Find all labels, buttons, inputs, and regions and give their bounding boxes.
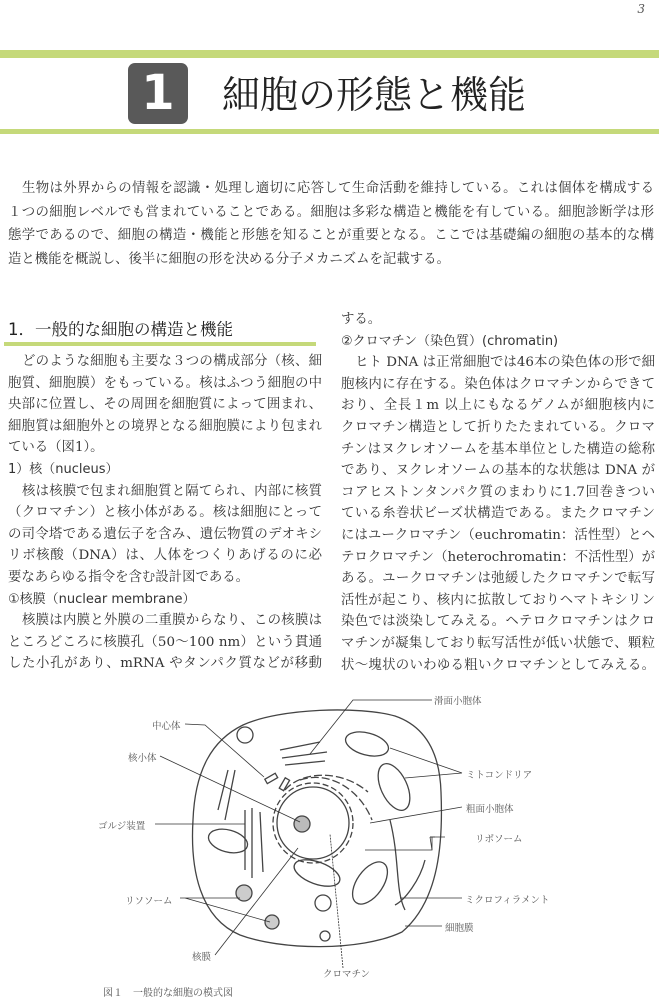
page-number: 3 — [637, 2, 645, 16]
chapter-title: 細胞の形態と機能 — [222, 73, 527, 117]
text-line: 央部に位置し、その周囲を細胞質によって囲まれ、 — [8, 397, 322, 413]
text-line: どのような細胞も主要な３つの構成部分（核、細 — [22, 354, 322, 369]
label-ribosome: リボソーム — [475, 834, 523, 845]
label-rough-er: 粗面小胞体 — [466, 804, 514, 815]
text-line: ある。ユークロマチンは弛緩したクロマチンで転写 — [341, 571, 655, 587]
section-heading: 1．一般的な細胞の構造と機能 — [8, 320, 233, 339]
text-line: する。 — [341, 312, 382, 327]
text-line: おり、全長１m 以上にもなるゲノムが細胞核内に — [341, 398, 655, 414]
label-nuclear-membrane: 核膜 — [192, 952, 212, 963]
text-line: 活性が起こり、核内に拡散しておりヘマトキシリン — [341, 592, 655, 608]
label-centrosome: 中心体 — [152, 721, 181, 732]
subheading: ②クロマチン（染色質）(chromatin) — [341, 333, 559, 349]
text-line: 胞核内に存在する。染色体はクロマチンからできて — [341, 376, 655, 392]
figure-caption: 図１ 一般的な細胞の模式図 — [103, 988, 233, 999]
mitochondrion — [343, 728, 391, 761]
text-line: の司令塔である遺伝子を含み、遺伝物質のデオキシ — [8, 526, 322, 542]
label-golgi: ゴルジ装置 — [98, 821, 146, 832]
text-line: （クロマチン）と核小体がある。核は細胞にとって — [8, 505, 322, 521]
text-line: １つの細胞レベルでも営まれていることである。細胞は多彩な構造と機能を有している。細胞診断学は形 — [8, 204, 654, 220]
text-line: 要なあらゆる指令を含む設計図である。 — [8, 569, 250, 585]
label-chromatin: クロマチン — [323, 969, 371, 980]
text-line: 染色では淡染してみえる。ヘテロクロマチンはクロ — [341, 614, 655, 630]
label-nucleolus: 核小体 — [128, 753, 157, 764]
nucleus — [277, 787, 349, 859]
text-line: チンはヌクレオソームを基本単位とした構造の総称 — [341, 441, 655, 457]
label-lysosome: リソソーム — [125, 896, 173, 907]
subheading: ①核膜（nuclear membrane） — [8, 591, 196, 607]
label-smooth-er: 滑面小胞体 — [434, 696, 482, 707]
subheading: 1）核（nucleus） — [8, 461, 119, 477]
text-line: ところどころに核膜孔（50～100 nm）という貫通 — [8, 634, 322, 650]
text-line: クロマチン構造として折りたたまれている。クロマ — [341, 419, 655, 435]
text-line: した小孔があり、mRNA やタンパク質などが移動 — [8, 656, 322, 672]
text-line: リボ核酸（DNA）は、人体をつくりあげるのに必 — [8, 548, 322, 564]
text-line: 造と機能を概説し、後半に細胞の形を決める分子メカニズムを記載する。 — [8, 251, 450, 267]
text-line: ている（図1）。 — [8, 440, 104, 456]
chapter-number-badge: 1 — [128, 63, 188, 124]
text-line: 胞質、細胞膜）をもっている。核はふつう細胞の中 — [8, 375, 322, 391]
label-cell-membrane: 細胞膜 — [445, 923, 474, 934]
text-line: 核膜は内膜と外膜の二重膜からなり、この核膜は — [22, 613, 322, 629]
text-line: 態学であるので、細胞の構造・機能と形態を知ることが重要となる。ここでは基礎編の細胞の基本的な構 — [8, 228, 654, 243]
leader-lines — [155, 700, 462, 968]
text-line: ヒト DNA は正常細胞では46本の染色体の形で細 — [355, 355, 655, 371]
text-line: であり、ヌクレオソームの基本的な状態は DNA が — [341, 463, 655, 479]
text-line: にはユークロマチン（euchromatin：活性型）とヘ — [341, 527, 655, 543]
nucleolus — [294, 816, 310, 832]
text-line: マチンが凝集しており転写活性が低い状態で、顆粒 — [341, 635, 655, 651]
label-mitochondria: ミトコンドリア — [466, 770, 533, 781]
text-line: テロクロマチン（heterochromatin：不活性型）が — [341, 549, 656, 565]
text-line: 状～塊状のいわゆる粗いクロマチンとしてみえる。 — [341, 657, 655, 673]
text-line: 核は核膜で包まれ細胞質と隔てられ、内部に核質 — [22, 483, 322, 499]
text-line: コアヒストンタンパク質のまわりに1.7回巻きつい — [341, 484, 655, 500]
text-line: 細胞質は細胞外との境界となる細胞膜により包まれ — [8, 418, 322, 434]
text-line: 生物は外界からの情報を認識・処理し適切に応答して生命活動を維持している。これは個体を構成する — [22, 181, 654, 196]
label-microfilament: ミクロフィラメント — [465, 895, 550, 906]
text-line: ている糸巻状ビーズ状構造である。またクロマチン — [341, 506, 655, 522]
